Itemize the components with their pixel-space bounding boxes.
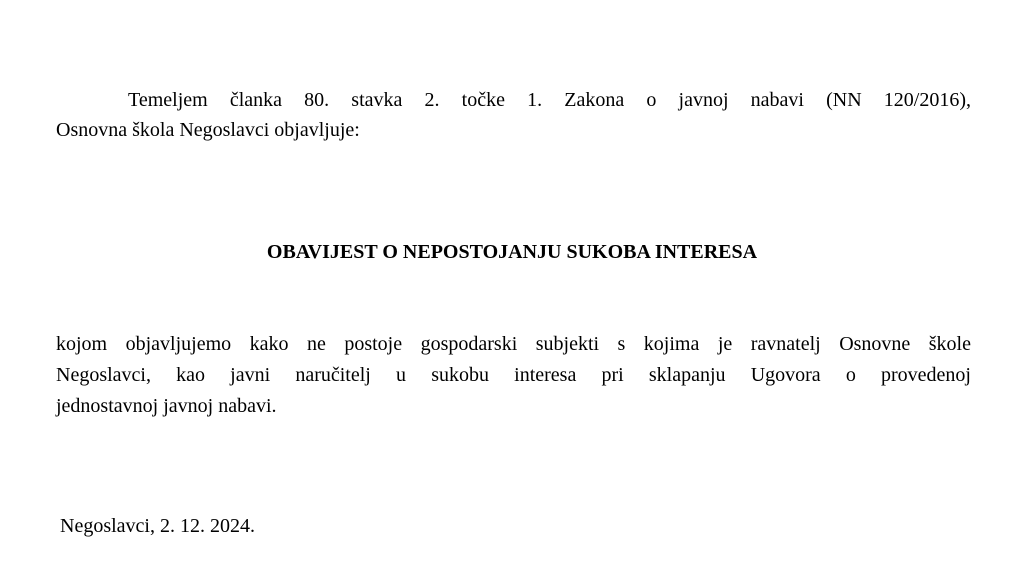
intro-line-1: Temeljem članka 80. stavka 2. točke 1. Zakona o javnoj nabavi (NN 120/2016), [128, 89, 971, 111]
document-title: OBAVIJEST O NEPOSTOJANJU SUKOBA INTERESA [266, 241, 758, 263]
body-line-1: kojom objavljujemo kako ne postoje gospodarski subjekti s kojima je ravnatelj Osnovne škole [56, 333, 971, 355]
place-and-date: Negoslavci, 2. 12. 2024. [60, 515, 255, 537]
intro-line-2: Osnovna škola Negoslavci objavljuje: [56, 119, 360, 141]
body-line-3: jednostavnoj javnoj nabavi. [56, 395, 277, 417]
body-line-2: Negoslavci, kao javni naručitelj u sukobu interesa pri sklapanju Ugovora o provedenoj [56, 364, 971, 386]
